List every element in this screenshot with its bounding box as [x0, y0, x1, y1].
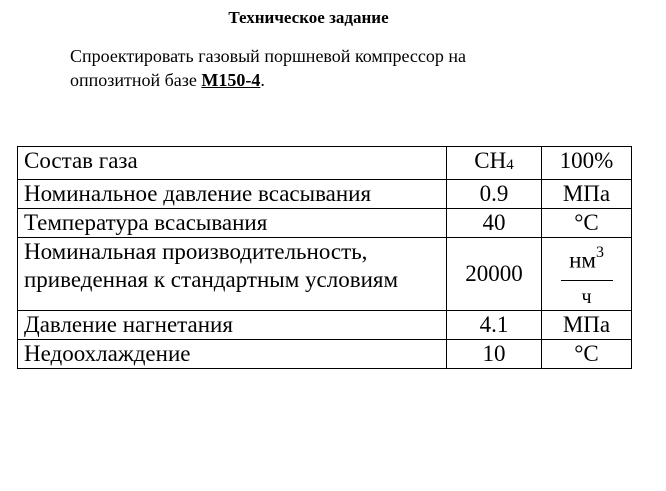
task-description-end: .: [260, 70, 265, 90]
param-name: Давление нагнетания: [18, 310, 447, 339]
param-unit: 100%: [542, 147, 632, 180]
compressor-model: М150-4: [201, 70, 261, 90]
param-unit: °С: [542, 339, 632, 368]
table-row: [18, 180, 632, 209]
table-row: [18, 339, 632, 368]
task-description: [70, 44, 630, 92]
unit-numerator-text: нм: [569, 247, 596, 273]
param-unit: МПа: [542, 310, 632, 339]
table-row: [18, 209, 632, 238]
param-value: 40: [447, 209, 542, 238]
table-row: [18, 238, 632, 311]
param-unit: МПа: [542, 180, 632, 209]
unit-denominator: ч: [581, 285, 592, 308]
param-name: Состав газа: [18, 147, 447, 180]
param-value: [447, 147, 542, 180]
specification-table: [17, 146, 632, 369]
unit-numerator: [561, 242, 613, 274]
document-title: Техническое задание: [228, 8, 389, 27]
gas-formula-subscript: 4: [506, 157, 514, 173]
param-name: Недоохлаждение: [18, 339, 447, 368]
task-description-line-1: Спроектировать газовый поршневой компрессор на: [70, 46, 466, 66]
param-unit: [542, 238, 632, 311]
table-row: [18, 310, 632, 339]
unit-fraction: [561, 242, 613, 309]
gas-formula: CH: [474, 148, 507, 173]
fraction-bar: [561, 280, 613, 281]
task-description-line-2: оппозитной базе: [70, 70, 202, 90]
param-name: Номинальная производительность, приведенная к стандартным условиям: [18, 238, 447, 311]
param-unit: °С: [542, 209, 632, 238]
unit-exponent: 3: [595, 244, 604, 261]
table-row: [18, 147, 632, 180]
param-value: 4.1: [447, 310, 542, 339]
param-value: 20000: [447, 238, 542, 311]
param-name: Температура всасывания: [18, 209, 447, 238]
param-name: Номинальное давление всасывания: [18, 180, 447, 209]
param-value: 10: [447, 339, 542, 368]
param-value: 0.9: [447, 180, 542, 209]
